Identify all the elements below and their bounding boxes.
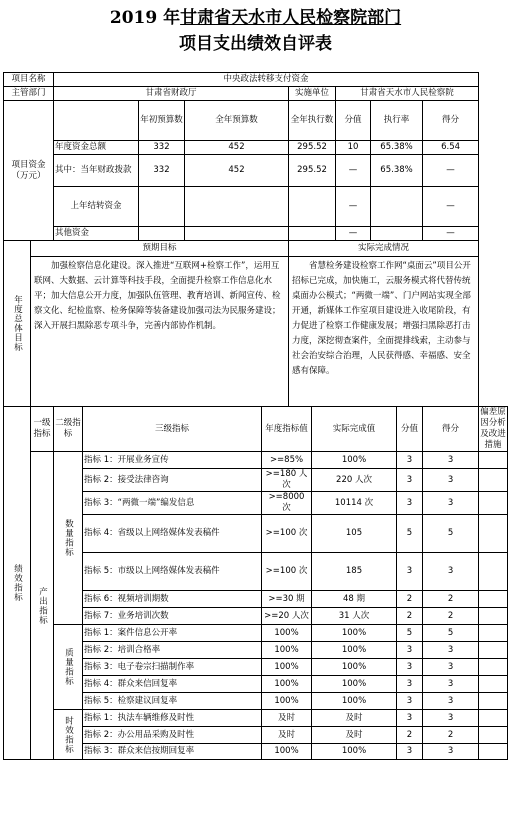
reason-value [479, 659, 508, 676]
evaluation-table [3, 72, 508, 760]
target-value: >=30 期 [262, 591, 312, 608]
col-l3: 三级指标 [83, 407, 262, 452]
level3-indicator: 指标 7：业务培训次数 [83, 608, 262, 625]
col-actual: 实际完成值 [312, 407, 397, 452]
funds-row-executed [289, 227, 336, 241]
funds-row-executed [289, 187, 336, 227]
reason-value [479, 693, 508, 710]
actual-value: 100% [312, 693, 397, 710]
reason-value [479, 710, 508, 727]
funds-label: 项目资金（万元） [4, 101, 54, 241]
level2-indicator-text: 数量指标 [63, 519, 74, 557]
table-row [4, 710, 508, 727]
target-value: 100% [262, 625, 312, 642]
points-value: 2 [423, 608, 479, 625]
funds-row-executed: 295.52 [289, 155, 336, 187]
reason-value [479, 642, 508, 659]
dept-label: 主管部门 [4, 87, 54, 101]
funds-row-initial: 332 [139, 155, 185, 187]
funds-row-rate: 65.38% [371, 155, 423, 187]
table-row [4, 625, 508, 642]
impl-label: 实施单位 [289, 87, 336, 101]
actual-value: 10114 次 [312, 492, 397, 515]
points-value: 3 [423, 676, 479, 693]
funds-row-name: 上年结转资金 [54, 187, 139, 227]
title-year: 2019 年 [109, 8, 181, 28]
level3-indicator: 指标 5：市级以上网络媒体发表稿件 [83, 553, 262, 591]
level3-indicator: 指标 2：接受法律咨询 [83, 469, 262, 492]
points-value: 3 [423, 642, 479, 659]
funds-row-name: 其中：当年财政拨款 [54, 155, 139, 187]
funds-row-annual [185, 227, 289, 241]
funds-blank-header [54, 101, 139, 141]
points-value: 3 [423, 452, 479, 469]
points-value: 3 [423, 744, 479, 760]
level2-indicator-text: 质量指标 [63, 648, 74, 686]
col-perf-points: 得分 [423, 407, 479, 452]
reason-value [479, 469, 508, 492]
table-row [4, 452, 508, 469]
level3-indicator: 指标 3：“两微一端”编发信息 [83, 492, 262, 515]
actual-value: 100% [312, 659, 397, 676]
project-name-label: 项目名称 [4, 73, 54, 87]
score-value: 3 [397, 710, 423, 727]
col-target: 年度指标值 [262, 407, 312, 452]
funds-row-initial [139, 187, 185, 227]
funds-row [4, 227, 508, 241]
actual-value: 100% [312, 625, 397, 642]
actual-value: 31 人次 [312, 608, 397, 625]
col-executed: 全年执行数 [289, 101, 336, 141]
level3-indicator: 指标 2：办公用品采购及时性 [83, 727, 262, 744]
reason-value [479, 676, 508, 693]
title-line2: 项目支出绩效自评表 [179, 34, 332, 54]
level3-indicator: 指标 1：执法车辆维修及时性 [83, 710, 262, 727]
actual-value: 105 [312, 515, 397, 553]
funds-row [4, 187, 508, 227]
funds-row-name: 其他资金 [54, 227, 139, 241]
actual-value: 及时 [312, 727, 397, 744]
score-value: 5 [397, 515, 423, 553]
col-annual-budget: 全年预算数 [185, 101, 289, 141]
level2-indicator [54, 452, 83, 625]
points-value: 3 [423, 693, 479, 710]
score-value: 3 [397, 659, 423, 676]
level3-indicator: 指标 3：电子卷宗扫描制作率 [83, 659, 262, 676]
target-value: >=85% [262, 452, 312, 469]
score-value: 3 [397, 693, 423, 710]
level2-indicator [54, 710, 83, 760]
reason-value [479, 744, 508, 760]
perf-label [4, 407, 31, 760]
actual-value: 100% [312, 642, 397, 659]
target-value: >=180 人次 [262, 469, 312, 492]
funds-row-score: 10 [336, 141, 371, 155]
score-value: 3 [397, 553, 423, 591]
target-value: 100% [262, 659, 312, 676]
project-name: 中央政法转移支付资金 [54, 73, 479, 87]
points-value: 3 [423, 659, 479, 676]
funds-row-rate [371, 227, 423, 241]
actual-value: 220 人次 [312, 469, 397, 492]
funds-row-score: — [336, 227, 371, 241]
target-value: 及时 [262, 710, 312, 727]
actual-value: 100% [312, 452, 397, 469]
funds-row-annual: 452 [185, 155, 289, 187]
dept-value: 甘肃省财政厅 [54, 87, 289, 101]
level2-indicator-text: 时效指标 [63, 715, 74, 754]
target-value: >=8000 次 [262, 492, 312, 515]
funds-row-points: — [423, 155, 479, 187]
level3-indicator: 指标 3：群众来信按期回复率 [83, 744, 262, 760]
points-value: 3 [423, 710, 479, 727]
reason-value [479, 608, 508, 625]
funds-row-executed: 295.52 [289, 141, 336, 155]
col-points: 得分 [423, 101, 479, 141]
col-l1: 一级指标 [31, 407, 54, 452]
funds-row-score: — [336, 155, 371, 187]
perf-label-text: 绩效指标 [12, 564, 23, 602]
col-perf-score: 分值 [397, 407, 423, 452]
target-value: 及时 [262, 727, 312, 744]
points-value: 5 [423, 625, 479, 642]
actual-goals-text [289, 257, 479, 407]
level3-indicator: 指标 4：群众来信回复率 [83, 676, 262, 693]
actual-value: 100% [312, 676, 397, 693]
target-value: 100% [262, 744, 312, 760]
funds-row-points: — [423, 227, 479, 241]
document-title [0, 0, 511, 56]
col-initial-budget: 年初预算数 [139, 101, 185, 141]
actual-value: 100% [312, 744, 397, 760]
points-value: 3 [423, 469, 479, 492]
score-value: 2 [397, 608, 423, 625]
reason-value [479, 492, 508, 515]
target-value: >=20 人次 [262, 608, 312, 625]
funds-row-score: — [336, 187, 371, 227]
points-value: 2 [423, 591, 479, 608]
reason-value [479, 727, 508, 744]
actual-goals-paragraph: 省慧检务建设检察工作网“桌面云”项目公开招标已完成，加快施工，云服务模式将代替传统桌面办公模式；“两微一端”、门户网站实现全部开通，新媒体工作室项目建设进入收尾阶段，有力促进了检察工作健康发展；增强扫黑除恶打击力度，深挖彻查案件，全面提排线索，主动参与社会治安综合治理，人民获得感、幸福感、安全感有保障。 [292, 261, 471, 376]
level3-indicator: 指标 1：案件信息公开率 [83, 625, 262, 642]
funds-row-annual: 452 [185, 141, 289, 155]
level3-indicator: 指标 4：省级以上网络媒体发表稿件 [83, 515, 262, 553]
target-value: 100% [262, 676, 312, 693]
funds-row-initial: 332 [139, 141, 185, 155]
target-value: >=100 次 [262, 515, 312, 553]
expected-goals-text [31, 257, 289, 407]
funds-row-points: 6.54 [423, 141, 479, 155]
actual-value: 185 [312, 553, 397, 591]
goals-label [4, 241, 31, 407]
funds-row-points: — [423, 187, 479, 227]
expected-goals-paragraph: 加强检察信息化建设。深入推进“互联网+检察工作”，运用互联网、大数据、云计算等科技手段，全面提升检察工作信息化水平；加大信息公开力度，加强队伍管理、教育培训、新闻宣传、检察文化、纪检监察、检务保障等装备建设加强司法为民服务建设；深入开展扫黑除恶专项斗争，完善内部协作机制。 [34, 261, 281, 331]
score-value: 3 [397, 469, 423, 492]
reason-value [479, 553, 508, 591]
level3-indicator: 指标 2：培训合格率 [83, 642, 262, 659]
score-value: 2 [397, 727, 423, 744]
score-value: 5 [397, 625, 423, 642]
output-indicator-text: 产出指标 [37, 586, 48, 625]
actual-value: 48 期 [312, 591, 397, 608]
level3-indicator: 指标 6：视频培训期数 [83, 591, 262, 608]
funds-row [4, 155, 508, 187]
funds-row-rate: 65.38% [371, 141, 423, 155]
reason-value [479, 591, 508, 608]
expected-label: 预期目标 [31, 241, 289, 257]
actual-label: 实际完成情况 [289, 241, 479, 257]
target-value: >=100 次 [262, 553, 312, 591]
reason-value [479, 515, 508, 553]
title-unit: 甘肃省天水市人民检察院部门 [180, 8, 402, 28]
reason-value [479, 625, 508, 642]
level2-indicator [54, 625, 83, 710]
score-value: 3 [397, 744, 423, 760]
reason-value [479, 452, 508, 469]
col-reason: 偏差原因分析及改进措施 [480, 407, 506, 450]
funds-row-initial [139, 227, 185, 241]
funds-row [4, 141, 508, 155]
col-rate: 执行率 [371, 101, 423, 141]
col-score: 分值 [336, 101, 371, 141]
target-value: 100% [262, 642, 312, 659]
points-value: 3 [423, 553, 479, 591]
score-value: 3 [397, 492, 423, 515]
score-value: 3 [397, 642, 423, 659]
points-value: 5 [423, 515, 479, 553]
funds-row-rate [371, 187, 423, 227]
funds-row-annual [185, 187, 289, 227]
col-l2: 二级指标 [54, 407, 83, 452]
score-value: 2 [397, 591, 423, 608]
actual-value: 及时 [312, 710, 397, 727]
goals-label-text: 年度总体目标 [12, 295, 23, 352]
funds-row-name: 年度资金总额 [54, 141, 139, 155]
points-value: 2 [423, 727, 479, 744]
impl-value: 甘肃省天水市人民检察院 [336, 87, 479, 101]
target-value: 100% [262, 693, 312, 710]
score-value: 3 [397, 452, 423, 469]
output-indicator-label [31, 452, 54, 760]
points-value: 3 [423, 492, 479, 515]
score-value: 3 [397, 676, 423, 693]
level3-indicator: 指标 1：开展业务宣传 [83, 452, 262, 469]
level3-indicator: 指标 5：检察建议回复率 [83, 693, 262, 710]
